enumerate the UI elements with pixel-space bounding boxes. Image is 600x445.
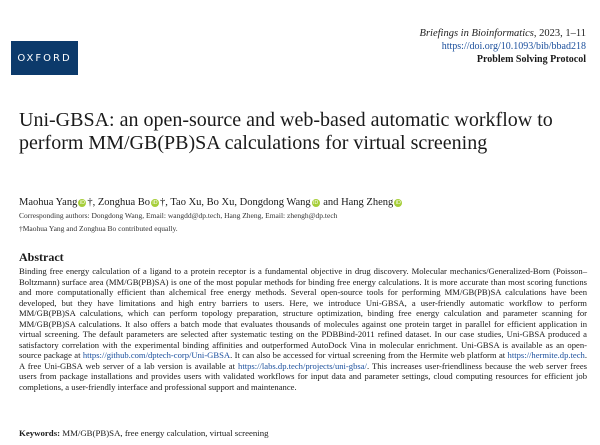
hermite-link[interactable]: https://hermite.dp.tech [507,350,585,361]
author-name: Hang Zheng [341,197,394,208]
abstract-text: . This increases user-friendliness because the web server frees users from package installations and provides users with validated workflows for input data and parameter settings, cloud computing resources for efficient job completions, a user-friendly interface and professional support and maintenance. [19,360,587,393]
orcid-icon[interactable]: iD [395,200,401,206]
doi-link[interactable]: https://doi.org/10.1093/bib/bbad218 [441,41,586,52]
abstract-heading: Abstract [19,250,64,264]
web-server-link[interactable]: https://labs.dp.tech/projects/uni-gbsa/ [238,360,367,371]
author-list: Maohua Yang iD †, Zonghua Bo iD †, Tao Xu, Bo Xu, Dongdong Wang iD and Hang Zheng iD [19,197,401,208]
orcid-icon[interactable]: iD [79,200,85,206]
journal-year-pages: , 2023, 1–11 [533,28,586,39]
orcid-icon[interactable]: iD [313,200,319,206]
journal-meta [420,27,586,66]
orcid-icon[interactable]: iD [152,200,158,206]
abstract-text: Binding free energy calculation of a ligand to a protein receptor is a fundamental objective in drug discovery. Molecular mechanics/Generalized-Born (Poisson–Boltzmann) surface area (MM/GB(PB)SA) is one of the most popular methods for binding free energy calculations. It is more accurate than most scoring functions and more computationally efficient than alchemical free energy methods. Several open-source tools for performing MM/GB(PB)SA calculations have been developed, but they have limitations and high entry barriers to users. Here, we introduce Uni-GBSA, a user-friendly automatic workflow to perform MM/GB(PB)SA calculations, which can perform topology preparation, structure optimization, binding free energy calculation and parameter scanning for MM/GB(PB)SA calculations. It also offers a batch mode that evaluates thousands of molecules against one protein target in parallel for efficient application in virtual screening. The default parameters are selected after systematic testing on the PDBBind-2011 refined dataset. In our case studies, Uni-GBSA produced a satisfactory correlation with the experimental binding affinities and outperformed AutoDock Vina in molecular enrichment. Uni-GBSA is available as an open-source package at [19,266,587,361]
keywords-label: Keywords: [19,428,61,438]
journal-citation [420,27,586,40]
abstract-body [19,266,587,393]
corresponding-authors: Corresponding authors: Dongdong Wang, Email: wangdd@dp.tech, Hang Zheng, Email: zhengh@dp.tech [19,211,338,220]
github-link[interactable]: https://github.com/dptech-corp/Uni-GBSA [82,350,231,361]
author-name: Dongdong Wang [239,197,311,208]
abstract-text: . A free Uni-GBSA web server of a lab version is available at [19,350,587,371]
oxford-logo[interactable]: OXFORD [11,41,78,75]
keywords [19,428,269,438]
author-name: Maohua Yang [19,197,78,208]
author-name: Tao Xu [170,197,202,208]
abstract-text: . It can also be accessed for virtual screening from the Hermite web platform at [230,350,508,361]
author-name: Bo Xu [206,197,235,208]
keywords-list: MM/GB(PB)SA, free energy calculation, virtual screening [60,428,269,438]
article-type: Problem Solving Protocol [476,54,586,65]
paper-title: Uni-GBSA: an open-source and web-based automatic workflow to perform MM/GB(PB)SA calculations for virtual screening [19,109,553,154]
journal-name[interactable]: Briefings in Bioinformatics [419,28,534,39]
author-name: Zonghua Bo [97,197,151,208]
equal-contribution-note: †Maohua Yang and Zonghua Bo contributed equally. [19,224,178,233]
